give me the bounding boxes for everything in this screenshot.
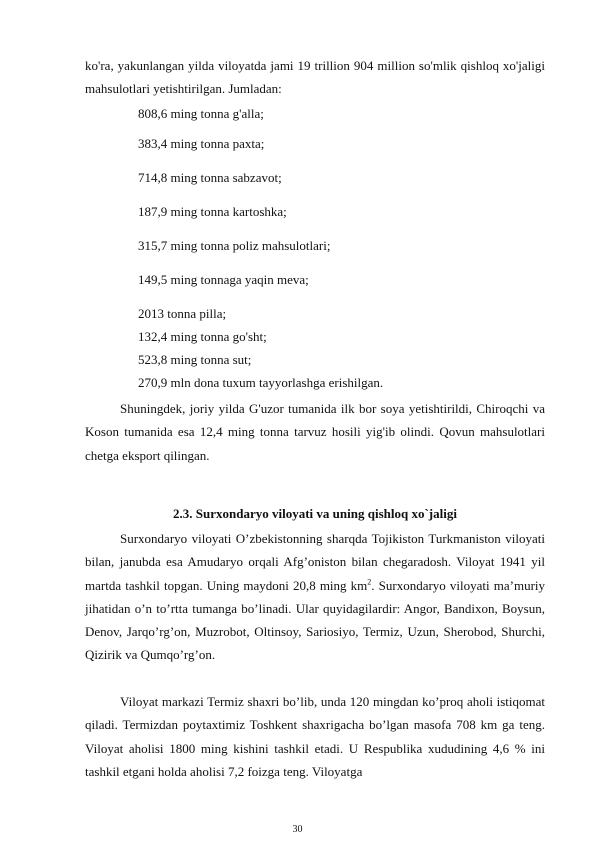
list-item: 808,6 ming tonna g'alla; bbox=[138, 106, 264, 121]
list-item: 149,5 ming tonnaga yaqin meva; bbox=[138, 272, 309, 287]
list-item: 270,9 mln dona tuxum tayyorlashga erishilgan. bbox=[138, 375, 384, 390]
list-item: 132,4 ming tonna go'sht; bbox=[138, 329, 267, 344]
soya-paragraph: Shuningdek, joriy yilda G'uzor tumanida ilk bor soya yetishtirildi, Chiroqchi va Koson tumanida esa 12,4 ming tonna tarvuz hosili yig'ib olindi. Qovun mahsulotlari chetga eksport qilingan. bbox=[85, 401, 545, 463]
list-item: 2013 tonna pilla; bbox=[138, 306, 227, 321]
section-heading: 2.3. Surxondaryo viloyati va uning qishloq xo`jaligi bbox=[173, 506, 457, 521]
superscript: 2 bbox=[367, 577, 372, 587]
list-item: 523,8 ming tonna sut; bbox=[138, 352, 252, 367]
list-item: 714,8 ming tonna sabzavot; bbox=[138, 170, 282, 185]
surxondaryo-paragraph bbox=[85, 527, 545, 667]
list-item: 315,7 ming tonna poliz mahsulotlari; bbox=[138, 238, 331, 253]
page-number: 30 bbox=[292, 824, 303, 835]
markaz-paragraph: Viloyat markazi Termiz shaxri bo’lib, unda 120 mingdan ko’proq aholi istiqomat qiladi. Termizdan poytaxtimiz Toshkent shaxrigacha bo’lgan masofa 708 km ga teng. Viloyat aholisi 1800 ming kishini tashkil etadi. U Respublika xududining 4,6 % ini tashkil etgani holda aholisi 7,2 foizga teng. Viloyatga bbox=[85, 694, 545, 779]
surxondaryo-text: Surxondaryo viloyati O’zbekistonning sharqda Tojikiston Turkmaniston viloyati bilan, janubda esa Amudaryo orqali Afg’oniston bilan chegaradosh. Viloyat 1941 yil martda tashkil topgan. Uning maydoni 20,8 ming km bbox=[85, 531, 545, 593]
list-item: 187,9 ming tonna kartoshka; bbox=[138, 204, 287, 219]
intro-paragraph: ko'ra, yakunlangan yilda viloyatda jami 19 trillion 904 million so'mlik qishloq xo'jaligi mahsulotlari yetishtirilgan. Jumladan: bbox=[85, 58, 545, 97]
list-item: 383,4 ming tonna paxta; bbox=[138, 136, 265, 151]
surxondaryo-text-rest: . Surxondaryo viloyati ma’muriy jihatidan o’n to’rtta tumanga bo’linadi. Ular quyidagilardir: Angor, Bandixon, Boysun, Denov, Jarqo’rg’on, Muzrobot, Oltinsoy, Sariosiyo, Termiz, Uzun, Sherobod, Shurchi, Qizirik va Qumqo’rg’on. bbox=[85, 577, 546, 663]
